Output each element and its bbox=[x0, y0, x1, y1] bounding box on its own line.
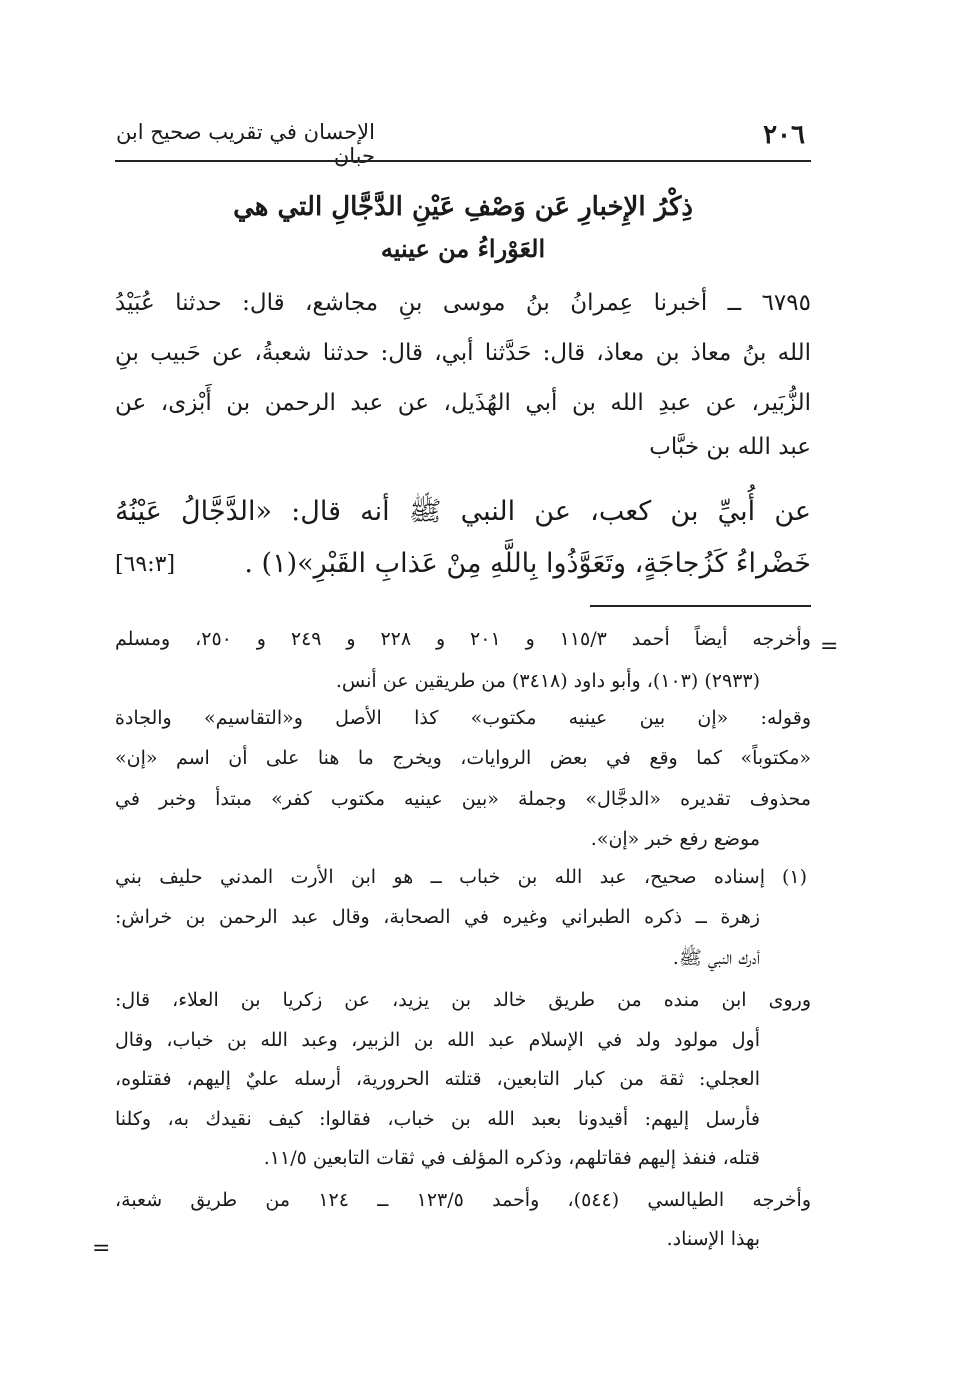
footnote-line: قتله، فنفذ إليهم فقاتلهم، وذكره المؤلف في ثقات التابعين ١١/٥. bbox=[263, 1147, 760, 1169]
footnote-rule bbox=[590, 605, 811, 607]
note-line: موضع رفع خبر «إن». bbox=[590, 828, 760, 850]
footnote-number: (١) bbox=[781, 866, 807, 888]
note-line: محذوف تقديره «الدجَّال» وجملة «بين عينيه مكتوب كفر» مبتدأ وخبر في bbox=[115, 788, 811, 810]
footnote-line: بهذا الإسناد. bbox=[666, 1228, 760, 1250]
hadith-reference: [٦٩:٣] bbox=[115, 552, 176, 577]
isnad-line: ٦٧٩٥ ــ أخبرنا عِمرانُ بنُ موسى بنِ مجاشع، قال: حدثنا عُبَيْدُ bbox=[115, 290, 811, 316]
chapter-heading-line-1: ذِكْرُ الإِخبارِ عَن وَصْفِ عَيْنِ الدَّجَّالِ التي هي bbox=[233, 192, 693, 222]
note-line: «مكتوباً» كما وقع في بعض الروايات، ويخرج ما هنا على أن اسم «إن» bbox=[115, 747, 811, 769]
footnote-line: العجلي: ثقة من كبار التابعين، قتلته الحرورية، أرسله عليٌ إليهم، فقتلوه، bbox=[115, 1068, 760, 1090]
note-line: (٢٩٣٣) (١٠٣)، وأبو داود (٣٤١٨) من طريقين عن أنس. bbox=[335, 670, 760, 692]
hadith-text-line: خَضْراءُ كَزُجاجَةٍ، وتَعَوَّذُوا بِاللَّهِ مِنْ عَذابِ القَبْرِ»(١) . bbox=[244, 548, 811, 579]
continuation-mark: = bbox=[820, 634, 839, 659]
chapter-heading-line-2: العَوْراءُ من عينيه bbox=[380, 234, 546, 263]
footnote-line: إسناده صحيح، عبد الله بن خباب ــ هو ابن الأرت المدني حليف بني bbox=[115, 866, 765, 888]
note-line: وقوله: «إن بين عينيه مكتوب» كذا الأصل و«التقاسيم» والجادة bbox=[115, 707, 811, 729]
running-header-title: الإحسان في تقريب صحيح ابن حبان bbox=[115, 120, 375, 168]
footnote-line: أدرك النبي ﷺ. bbox=[672, 947, 760, 969]
continuation-mark: = bbox=[92, 1236, 111, 1261]
hadith-text-line: عن أُبيِّ بن كعب، عن النبي ﷺ أنه قال: «الدَّجَّالُ عَيْنُهُ bbox=[115, 496, 811, 527]
isnad-line: الله بنُ معاذ بن معاذ، قال: حَدَّثنا أبي، قال: حدثنا شعبةُ، عن حَبيب بنِ bbox=[115, 340, 811, 366]
isnad-line: الزُّبَير، عن عبدِ الله بن أبي الهُذَيل، عن عبد الرحمن بن أَبْزى، عن bbox=[115, 390, 811, 416]
footnote-line: فأرسل إليهم: أقيدونا بعبد الله بن خباب، فقالوا: كيف نقيدك به، وكلنا bbox=[115, 1108, 760, 1130]
note-line: وأخرجه أيضاً أحمد ١١٥/٣ و ٢٠١ و ٢٢٨ و ٢٤٩ و ٢٥٠، ومسلم bbox=[115, 628, 811, 650]
footnote-line: وأخرجه الطيالسي (٥٤٤)، وأحمد ١٢٣/٥ ــ ١٢٤ من طريق شعبة، bbox=[115, 1189, 812, 1211]
footnote-line: زهرة ــ ذكره الطبراني وغيره في الصحابة، وقال عبد الرحمن بن خراش: bbox=[115, 906, 760, 928]
page-number: ٢٠٦ bbox=[763, 120, 805, 150]
header-rule bbox=[115, 160, 811, 162]
isnad-line: عبد الله بن خبَّاب bbox=[649, 434, 811, 460]
footnote-line: أول مولود ولد في الإسلام عبد الله بن الزبير، وعبد الله بن خباب، وقال bbox=[115, 1029, 760, 1051]
footnote-line: وروى ابن منده من طريق خالد بن يزيد، عن زكريا بن العلاء، قال: bbox=[115, 989, 811, 1011]
